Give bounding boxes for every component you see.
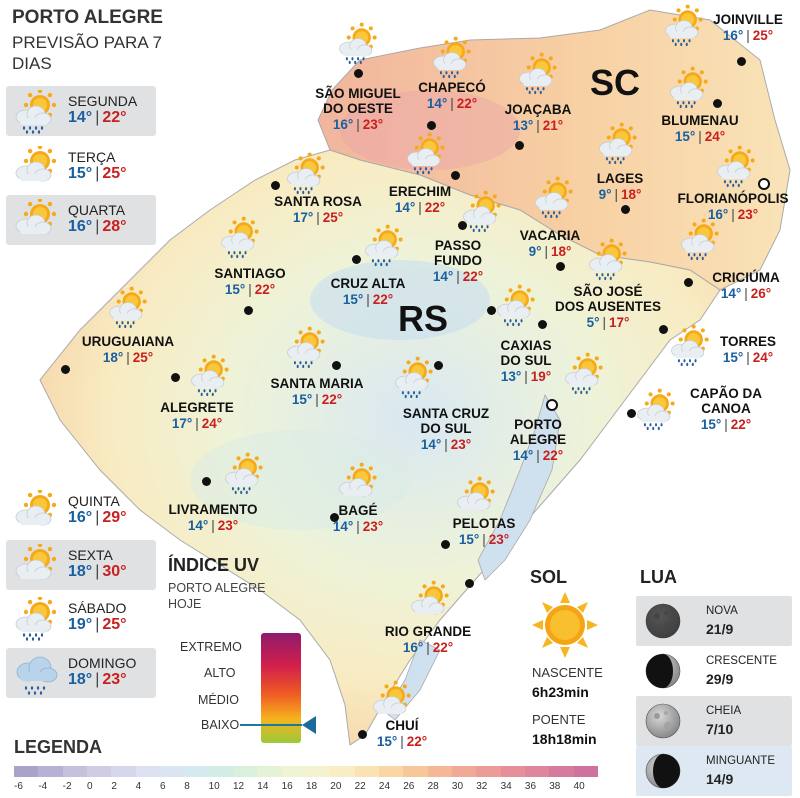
legend-swatch	[63, 766, 87, 777]
city-marker-joinville[interactable]	[737, 57, 746, 66]
legend-color-scale	[14, 766, 598, 777]
day-name: SÁBADO	[68, 600, 127, 616]
uv-subtitle: PORTO ALEGRE HOJE	[168, 581, 266, 611]
legend-swatch	[355, 766, 379, 777]
city-marker-santa-maria[interactable]	[332, 361, 341, 370]
sun-cloud-rain-icon	[186, 354, 234, 398]
legend-swatch	[38, 766, 62, 777]
new-moon-icon	[644, 602, 682, 640]
legend-tick: -6	[14, 781, 23, 792]
city-marker-torres[interactable]	[659, 325, 668, 334]
moon-phase-date: 21/9	[706, 621, 734, 637]
sun-cloud-rain-icon	[514, 52, 562, 96]
page-title: PORTO ALEGRE	[12, 7, 163, 28]
city-name: RIO GRANDE	[384, 624, 472, 639]
legend-tick: 14	[257, 781, 269, 792]
moon-phase-date: 14/9	[706, 771, 734, 787]
sun-cloud-rain-icon	[492, 284, 540, 328]
legend-swatch	[403, 766, 427, 777]
legend-tick: 34	[500, 781, 512, 792]
city-name: CHAPECÓ	[418, 80, 486, 95]
city-vacaria	[510, 228, 590, 259]
city-passo-fundo	[418, 238, 498, 284]
sun-cloud-rain-icon	[216, 216, 264, 260]
legend-swatch	[428, 766, 452, 777]
city-name: JOINVILLE	[713, 12, 783, 27]
forecast-day	[6, 648, 156, 698]
legend-tick: 30	[451, 781, 464, 792]
sun-cloud-icon	[10, 490, 62, 534]
city-temps: 14° | 26°	[720, 286, 772, 301]
city-santiago	[210, 266, 290, 297]
legend-swatch	[209, 766, 233, 777]
city-name: TORRES	[719, 334, 776, 349]
sun-cloud-rain-icon	[428, 36, 476, 80]
sun-cloud-rain-icon	[282, 152, 330, 196]
city-temps: 14° | 23°	[332, 519, 384, 534]
uv-level-baixo: BAIXO	[201, 718, 240, 732]
city-name: SANTIAGO	[214, 266, 286, 281]
city-name: ALEGRETE	[160, 400, 234, 415]
city-marker-santa-rosa[interactable]	[271, 181, 280, 190]
city-temps: 15° | 22°	[291, 392, 343, 407]
legend-tick: -2	[62, 781, 72, 792]
city-capao-da-canoa	[676, 386, 776, 432]
city-livramento	[158, 502, 268, 533]
day-name: TERÇA	[68, 149, 116, 165]
legend-tick: 0	[86, 781, 93, 792]
city-temps: 14° | 23°	[420, 437, 472, 452]
moon-phase-name: CRESCENTE	[706, 655, 777, 667]
city-marker-chapeco[interactable]	[427, 121, 436, 130]
sun-cloud-rain-icon	[220, 452, 268, 496]
legend-tick: 2	[111, 781, 117, 792]
city-name: SANTA MARIA	[270, 376, 364, 391]
city-rio-grande	[378, 624, 478, 655]
sun-cloud-rain-icon	[584, 238, 632, 282]
moon-phase-name: CHEIA	[706, 705, 742, 717]
city-name: BAGÉ	[338, 503, 378, 518]
city-blumenau	[660, 113, 740, 144]
moon-phase-date: 7/10	[706, 721, 734, 737]
city-santa-rosa	[268, 194, 368, 225]
city-temps: 16° | 25°	[722, 28, 774, 43]
city-porto-alegre	[498, 417, 578, 463]
city-joacaba	[498, 102, 578, 133]
city-chapeco	[412, 80, 492, 111]
city-marker-caxias-do-sul[interactable]	[487, 306, 496, 315]
legend-tick: 36	[524, 781, 537, 792]
legend-swatch	[525, 766, 549, 777]
legend-title: LEGENDA	[14, 737, 103, 757]
moon-phase	[636, 596, 792, 646]
city-name: CRUZ ALTA	[330, 276, 406, 291]
city-cruz-alta	[318, 276, 418, 307]
city-joinville	[708, 12, 788, 43]
city-name: CAPÃO DA CANOA	[689, 386, 762, 416]
day-name: SEGUNDA	[68, 93, 138, 109]
city-name: SÃO MIGUEL DO OESTE	[315, 86, 401, 116]
city-santa-cruz-do-sul	[386, 406, 506, 452]
city-name: PORTO ALEGRE	[509, 417, 567, 447]
city-marker-livramento[interactable]	[202, 477, 211, 486]
forecast-day	[6, 540, 156, 590]
city-torres	[708, 334, 788, 365]
city-alegrete	[152, 400, 242, 431]
day-temps: 14° | 22°	[68, 109, 127, 126]
legend-swatch	[476, 766, 500, 777]
city-sao-miguel-do-oeste	[308, 86, 408, 132]
city-marker-alegrete[interactable]	[171, 373, 180, 382]
legend-tick: 18	[305, 781, 318, 792]
sun-cloud-rain-icon	[560, 352, 608, 396]
sun-cloud-rain-icon	[282, 326, 330, 370]
city-temps: 9° | 18°	[598, 187, 642, 202]
legend-tick: 38	[549, 781, 561, 792]
city-temps: 5° | 17°	[586, 315, 630, 330]
legend-tick: 16	[281, 781, 293, 792]
city-lages	[590, 171, 650, 202]
state-label-rs: RS	[398, 298, 449, 339]
legend-ticks	[14, 781, 598, 792]
city-marker-lages[interactable]	[621, 205, 630, 214]
city-name: SÃO JOSÉ DOS AUSENTES	[554, 284, 662, 314]
day-temps: 18° | 30°	[68, 563, 127, 580]
full-moon-icon	[644, 702, 682, 740]
city-erechim	[380, 184, 460, 215]
city-temps: 15° | 22°	[376, 734, 428, 749]
day-name: QUINTA	[68, 493, 120, 509]
city-marker-erechim[interactable]	[451, 171, 460, 180]
city-marker-criciuma[interactable]	[684, 278, 693, 287]
sun-cloud-rain-icon	[594, 122, 642, 166]
city-marker-chui[interactable]	[358, 730, 367, 739]
city-name: PELOTAS	[452, 516, 516, 531]
city-pelotas	[444, 516, 524, 547]
city-marker-sao-miguel-do-oeste[interactable]	[354, 69, 363, 78]
city-marker-santiago[interactable]	[244, 306, 253, 315]
legend-swatch	[452, 766, 476, 777]
city-marker-joacaba[interactable]	[515, 141, 524, 150]
city-name: PASSO FUNDO	[434, 238, 482, 268]
legend-tick: 24	[378, 781, 391, 792]
city-name: CAXIAS DO SUL	[500, 338, 552, 368]
city-name: FLORIANÓPOLIS	[677, 191, 789, 206]
legend-tick: 4	[135, 781, 142, 792]
city-uruguaiana	[68, 334, 188, 365]
legend-swatch	[501, 766, 525, 777]
legend-swatch	[136, 766, 160, 777]
sun-cloud-icon	[10, 199, 62, 243]
uv-title: ÍNDICE UV	[168, 555, 260, 575]
legend-tick: 12	[232, 781, 245, 792]
city-temps: 15° | 23°	[458, 532, 510, 547]
city-marker-capao-da-canoa[interactable]	[627, 409, 636, 418]
sun-cloud-rain-icon	[334, 22, 382, 66]
city-temps: 13° | 21°	[512, 118, 564, 133]
uv-level-medio: MÉDIO	[198, 693, 239, 707]
sunrise-time: 6h23min	[532, 684, 589, 700]
legend-tick: 20	[330, 781, 342, 792]
day-temps: 19° | 25°	[68, 616, 127, 633]
sun-cloud-rain-icon	[390, 356, 438, 400]
city-name: SANTA CRUZ DO SUL	[402, 406, 490, 436]
city-marker-santa-cruz-do-sul[interactable]	[434, 361, 443, 370]
city-temps: 14° | 23°	[187, 518, 239, 533]
sun-cloud-rain-icon	[402, 132, 450, 176]
city-name: JOAÇABA	[504, 102, 572, 117]
day-name: DOMINGO	[68, 655, 137, 671]
sun-cloud-rain-icon	[10, 90, 62, 134]
legend-tick: 32	[476, 781, 488, 792]
city-temps: 14° | 22°	[394, 200, 446, 215]
sun-cloud-rain-icon	[712, 145, 760, 189]
legend-tick: 22	[354, 781, 366, 792]
city-santa-maria	[262, 376, 372, 407]
forecast-day	[6, 195, 156, 245]
moon-title: LUA	[640, 567, 677, 587]
cloud-rain-icon	[10, 652, 62, 696]
city-name: VACARIA	[519, 228, 581, 243]
moon-phase	[636, 646, 792, 696]
city-name: LAGES	[596, 171, 644, 186]
legend-swatch	[282, 766, 306, 777]
city-criciuma	[696, 270, 796, 301]
city-temps: 15° | 24°	[674, 129, 726, 144]
city-temps: 9° | 18°	[528, 244, 572, 259]
city-marker-porto-alegre[interactable]	[546, 399, 558, 411]
sun-title: SOL	[530, 567, 568, 587]
legend-tick: 40	[573, 781, 585, 792]
legend-tick: 6	[159, 781, 166, 792]
forecast-day	[6, 86, 156, 136]
city-bage	[318, 503, 398, 534]
day-temps: 16° | 29°	[68, 509, 127, 526]
city-temps: 16° | 23°	[332, 117, 384, 132]
sunset-time: 18h18min	[532, 731, 597, 747]
legend-swatch	[111, 766, 135, 777]
forecast-day	[6, 486, 156, 536]
city-name: CRICIÚMA	[712, 270, 780, 285]
city-temps: 17° | 24°	[171, 416, 223, 431]
sun-cloud-rain-icon	[632, 388, 680, 432]
city-name: SANTA ROSA	[274, 194, 362, 209]
city-marker-rio-grande[interactable]	[465, 579, 474, 588]
city-marker-passo-fundo[interactable]	[458, 221, 467, 230]
legend-swatch	[87, 766, 111, 777]
legend-swatch	[574, 766, 598, 777]
city-temps: 15° | 22°	[224, 282, 276, 297]
city-name: LIVRAMENTO	[168, 502, 258, 517]
forecast-day	[6, 142, 156, 192]
city-temps: 17° | 25°	[292, 210, 344, 225]
city-temps: 15° | 22°	[342, 292, 394, 307]
sun-cloud-rain-icon	[530, 176, 578, 220]
city-name: BLUMENAU	[661, 113, 739, 128]
sun-cloud-rain-icon	[665, 66, 713, 110]
sun-cloud-icon	[334, 462, 382, 506]
legend-swatch	[306, 766, 330, 777]
waning-moon-icon	[644, 752, 682, 790]
legend-tick: 10	[208, 781, 220, 792]
sun-cloud-icon	[406, 580, 454, 624]
page-subtitle: PREVISÃO PARA 7 DIAS	[12, 33, 162, 73]
legend-tick: 28	[427, 781, 439, 792]
city-temps: 16° | 23°	[707, 207, 759, 222]
sun-cloud-rain-icon	[104, 286, 152, 330]
moon-phase	[636, 746, 792, 796]
moon-phase	[636, 696, 792, 746]
uv-scale-bar	[240, 630, 320, 745]
city-name: ERECHIM	[388, 184, 452, 199]
legend-swatch	[330, 766, 354, 777]
city-marker-florianopolis[interactable]	[758, 178, 770, 190]
moon-phase-name: NOVA	[706, 605, 738, 617]
city-temps: 14° | 22°	[426, 96, 478, 111]
legend-tick: 26	[403, 781, 415, 792]
city-marker-uruguaiana[interactable]	[61, 365, 70, 374]
legend-tick: -4	[38, 781, 48, 792]
legend-swatch	[184, 766, 208, 777]
sun-cloud-rain-icon	[676, 218, 724, 262]
sun-cloud-rain-icon	[10, 597, 62, 641]
crescent-moon-icon	[644, 652, 682, 690]
moon-phase-name: MINGUANTE	[706, 755, 775, 767]
city-marker-cruz-alta[interactable]	[352, 255, 361, 264]
legend-swatch	[379, 766, 403, 777]
sun-cloud-icon	[10, 544, 62, 588]
sun-cloud-rain-icon	[660, 4, 708, 48]
sun-icon	[530, 590, 600, 660]
day-name: QUARTA	[68, 202, 126, 218]
sunrise-label: NASCENTE	[532, 665, 603, 680]
day-temps: 16° | 28°	[68, 218, 127, 235]
city-name: URUGUAIANA	[81, 334, 175, 349]
day-temps: 18° | 23°	[68, 671, 127, 688]
sun-cloud-rain-icon	[360, 224, 408, 268]
legend-tick: 8	[184, 781, 190, 792]
city-marker-blumenau[interactable]	[713, 99, 722, 108]
day-name: SEXTA	[68, 547, 113, 563]
city-temps: 15° | 22°	[700, 417, 752, 432]
uv-level-extremo: EXTREMO	[180, 640, 242, 654]
legend-swatch	[549, 766, 573, 777]
city-temps: 18° | 25°	[102, 350, 154, 365]
city-marker-vacaria[interactable]	[556, 262, 565, 271]
sunset-label: POENTE	[532, 712, 586, 727]
city-temps: 15° | 24°	[722, 350, 774, 365]
forecast-day	[6, 593, 156, 643]
legend-swatch	[160, 766, 184, 777]
sun-cloud-icon	[10, 146, 62, 190]
city-name: CHUÍ	[385, 718, 419, 733]
legend-swatch	[14, 766, 38, 777]
city-caxias-do-sul	[486, 338, 566, 384]
legend-swatch	[257, 766, 281, 777]
day-temps: 15° | 25°	[68, 165, 127, 182]
city-chui	[372, 718, 432, 749]
state-label-sc: SC	[590, 62, 641, 103]
moon-phase-date: 29/9	[706, 671, 734, 687]
sun-cloud-icon	[452, 476, 500, 520]
city-temps: 13° | 19°	[500, 369, 552, 384]
legend-swatch	[233, 766, 257, 777]
city-temps: 14° | 22°	[432, 269, 484, 284]
sun-cloud-rain-icon	[666, 324, 714, 368]
uv-level-alto: ALTO	[204, 666, 236, 680]
city-temps: 16° | 22°	[402, 640, 454, 655]
city-sao-jose-dos-ausentes	[543, 284, 673, 330]
city-temps: 14° | 22°	[512, 448, 564, 463]
